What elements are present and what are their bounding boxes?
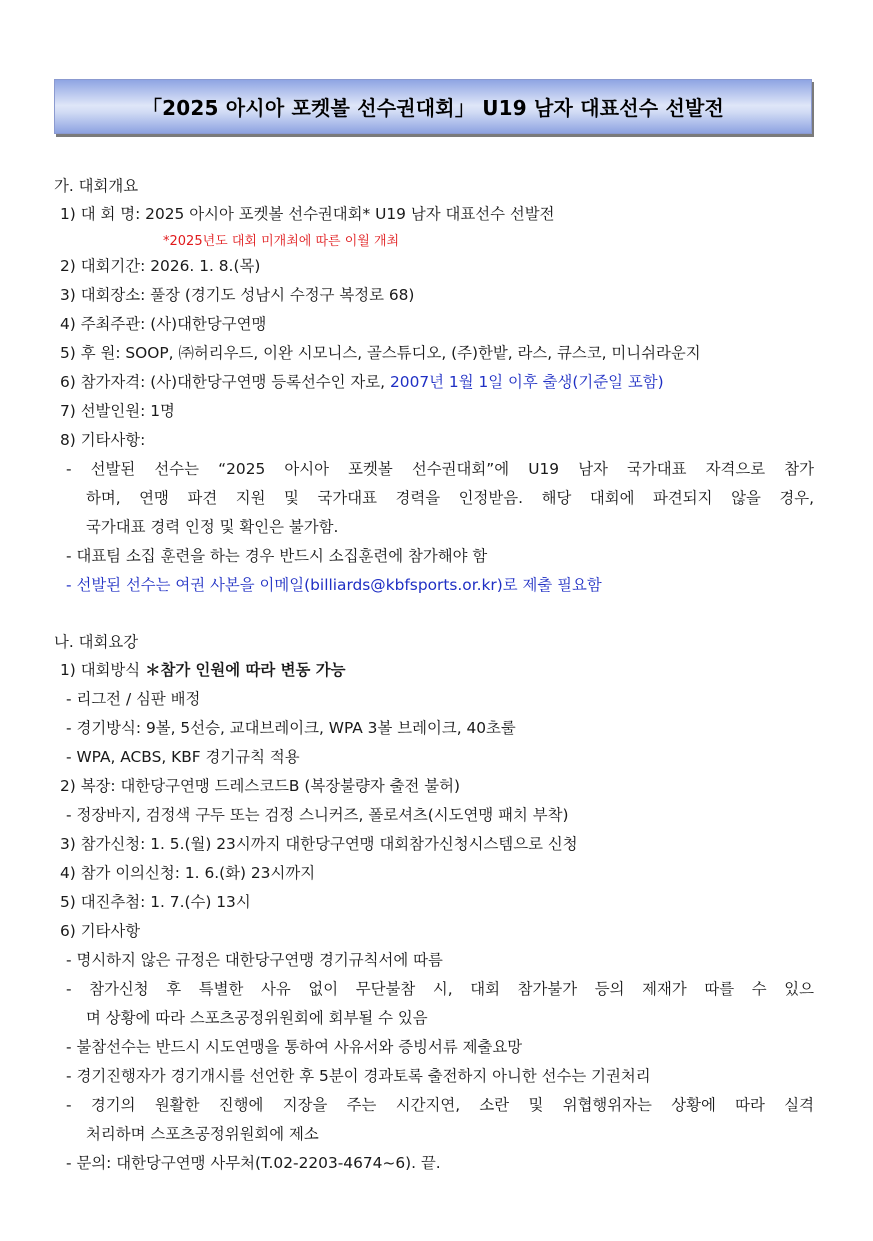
section-heading-overview: 가. 대회개요 xyxy=(54,177,139,195)
item-other-notes: 8) 기타사항: xyxy=(60,431,146,449)
rule-forfeit: - 경기진행자가 경기개시를 선언한 후 5분이 경과토록 출전하지 아니한 선수는 기권처리 xyxy=(66,1067,651,1085)
item-dress-code: 2) 복장: 대한당구연맹 드레스코드B (복장불량자 출전 불허) xyxy=(60,777,460,795)
item-selection-count: 7) 선발인원: 1명 xyxy=(60,402,175,420)
item-eligibility xyxy=(60,372,664,392)
item-format xyxy=(60,660,345,680)
section-heading-guidelines: 나. 대회요강 xyxy=(54,633,139,651)
rule-no-show: - 참가신청 후 특별한 사유 없이 무단불참 시, 대회 참가불가 등의 제재가 따를 수 있으 xyxy=(66,980,814,998)
dress-code-detail: - 정장바지, 검정색 구두 또는 검정 스니커즈, 폴로셔츠(시도연맹 패치 부착) xyxy=(66,806,569,824)
format-rules: - 경기방식: 9볼, 5선승, 교대브레이크, WPA 3볼 브레이크, 40초룰 xyxy=(66,719,516,737)
rule-disqualification: - 경기의 원활한 진행에 지장을 주는 시간지연, 소란 및 위협행위자는 상황에 따라 실격 xyxy=(66,1096,814,1114)
carryover-note: *2025년도 대회 미개최에 따른 이월 개최 xyxy=(163,234,400,249)
contact-info: - 문의: 대한당구연맹 사무처(T.02-2203-4674~6). 끝. xyxy=(66,1154,441,1172)
format-league: - 리그전 / 심판 배정 xyxy=(66,690,201,708)
item-draw: 5) 대진추첨: 1. 7.(수) 13시 xyxy=(60,893,251,911)
item-registration: 3) 참가신청: 1. 5.(월) 23시까지 대한당구연맹 대회참가신청시스템으로 신청 xyxy=(60,835,578,853)
item-other-rules: 6) 기타사항 xyxy=(60,922,141,940)
rule-absence: - 불참선수는 반드시 시도연맹을 통하여 사유서와 증빙서류 제출요망 xyxy=(66,1038,523,1056)
note-passport-submission: - 선발된 선수는 여권 사본을 이메일(billiards@kbfsports.or.kr)로 제출 필요함 xyxy=(66,576,602,594)
note-national-team-qualification: - 선발된 선수는 “2025 아시아 포켓볼 선수권대회”에 U19 남자 국가대표 자격으로 참가 xyxy=(66,460,814,478)
rule-no-show-cont: 며 상황에 따라 스포츠공정위원회에 회부될 수 있음 xyxy=(86,1009,428,1027)
eligibility-text: 6) 참가자격: (사)대한당구연맹 등록선수인 자로, xyxy=(60,373,386,391)
note-national-team-qualification-cont: 하며, 연맹 파견 지원 및 국가대표 경력을 인정받음. 해당 대회에 파견되지 않을 경우, xyxy=(86,489,814,507)
rule-unspecified: - 명시하지 않은 규정은 대한당구연맹 경기규칙서에 따름 xyxy=(66,951,443,969)
document-title: 「2025 아시아 포켓볼 선수권대회」 U19 남자 대표선수 선발전 xyxy=(141,96,725,120)
format-note: ＊참가 인원에 따라 변동 가능 xyxy=(145,661,346,679)
item-sponsors: 5) 후 원: SOOP, ㈜허리우드, 이완 시모니스, 골스튜디오, (주)한밭, 라스, 큐스코, 미니쉬라운지 xyxy=(60,344,701,362)
item-event-name: 1) 대 회 명: 2025 아시아 포켓볼 선수권대회* U19 남자 대표선수 선발전 xyxy=(60,205,555,223)
note-national-team-qualification-end: 국가대표 경력 인정 및 확인은 불가함. xyxy=(86,518,339,536)
rule-disqualification-cont: 처리하며 스포츠공정위원회에 제소 xyxy=(86,1125,319,1143)
item-organizer: 4) 주최주관: (사)대한당구연맹 xyxy=(60,315,267,333)
format-rulebooks: - WPA, ACBS, KBF 경기규칙 적용 xyxy=(66,748,300,766)
note-training-camp: - 대표팀 소집 훈련을 하는 경우 반드시 소집훈련에 참가해야 함 xyxy=(66,547,488,565)
title-banner xyxy=(54,79,812,134)
item-event-date: 2) 대회기간: 2026. 1. 8.(목) xyxy=(60,257,261,275)
item-venue: 3) 대회장소: 풀장 (경기도 성남시 수정구 복정로 68) xyxy=(60,286,415,304)
eligibility-highlight: 2007년 1월 1일 이후 출생(기준일 포함) xyxy=(389,373,664,391)
format-label: 1) 대회방식 xyxy=(60,661,141,679)
item-objection: 4) 참가 이의신청: 1. 6.(화) 23시까지 xyxy=(60,864,316,882)
